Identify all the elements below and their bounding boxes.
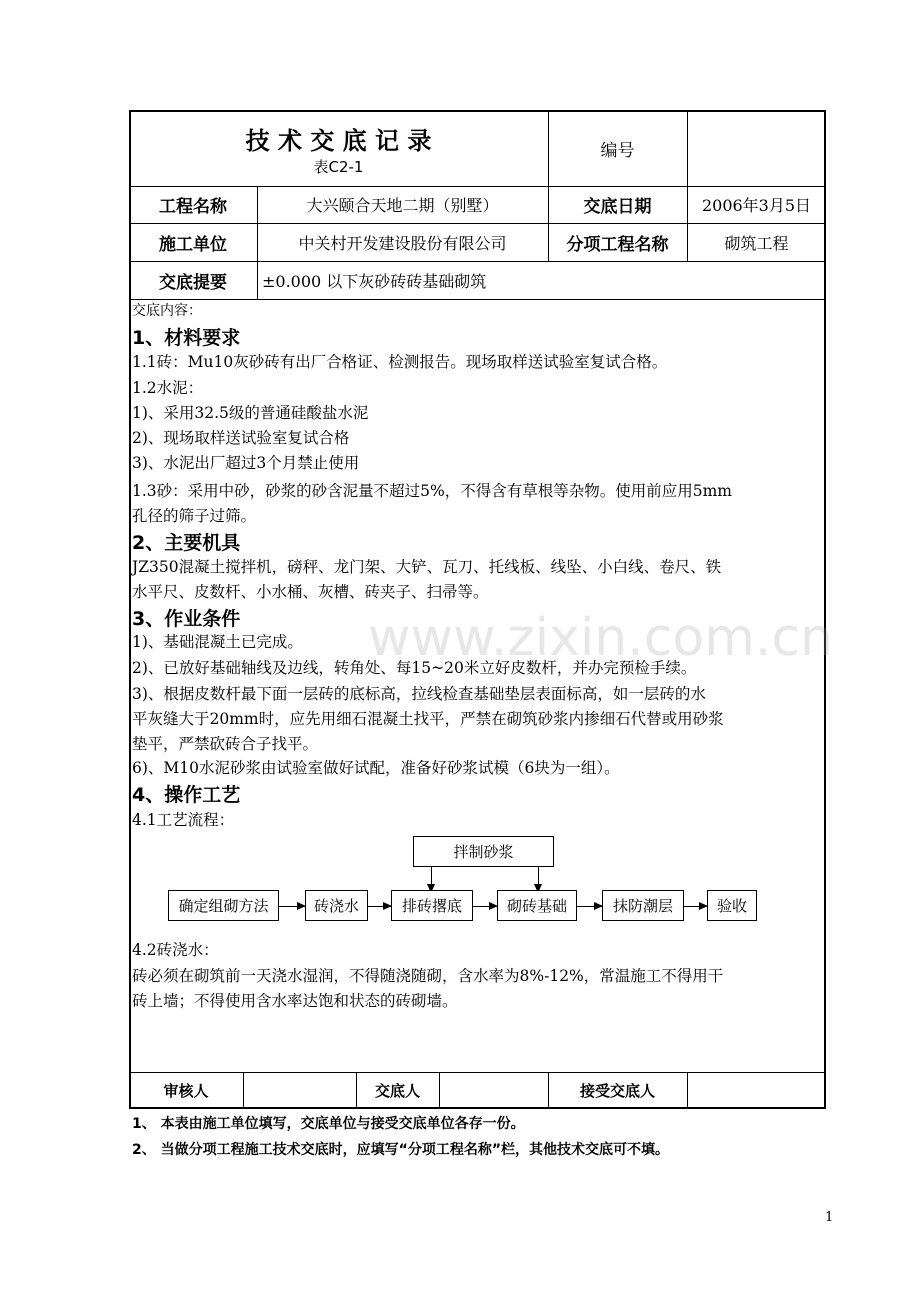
text-line: 平灰缝大于20mm时，应先用细石混凝土找平，严禁在砌筑砂浆内掺细石代替或用砂浆 [132, 710, 724, 728]
receiver-field[interactable] [687, 1072, 826, 1109]
receiver-label: 接受交底人 [579, 1082, 655, 1100]
rule-row3 [129, 299, 826, 300]
section-conditions-title: 3、作业条件 [132, 608, 241, 630]
text-line: 水平尺、皮数杆、小水桶、灰槽、砖夹子、扫帚等。 [132, 583, 489, 601]
summary-label: 交底提要 [159, 272, 227, 293]
subitem-value[interactable]: 砌筑工程 [724, 233, 789, 253]
flow-step-layout-method: 确定组砌方法 [168, 890, 279, 921]
flow-arrow-right [368, 906, 391, 907]
section-process-title: 4、操作工艺 [132, 784, 241, 806]
contractor-value[interactable]: 中关村开发建设股份有限公司 [298, 233, 507, 253]
text-line: 4.1工艺流程： [132, 811, 235, 829]
form-number: 表C2-1 [313, 157, 364, 176]
serial-value[interactable] [687, 110, 826, 186]
text-line: 4.2砖浇水： [132, 941, 219, 959]
project-name-value[interactable]: 大兴颐合天地二期（别墅） [306, 196, 499, 215]
text-line: 垫平，严禁砍砖合子找平。 [132, 735, 319, 753]
text-line: 砖必须在砌筑前一天浇水湿润，不得随浇随砌，含水率为8%-12%，常温施工不得用干 [132, 967, 724, 985]
text-line: 1.1砖：Mu10灰砂砖有出厂合格证、检测报告。现场取样送试验室复试合格。 [132, 353, 668, 371]
footnote-1: 1、 本表由施工单位填写，交底单位与接受交底单位各存一份。 [132, 1116, 525, 1132]
content-intro: 交底内容： [132, 303, 202, 319]
presenter-label: 交底人 [374, 1082, 420, 1100]
presenter-field[interactable] [439, 1072, 548, 1109]
footnote-2: 2、 当做分项工程施工技术交底时，应填写“分项工程名称”栏，其他技术交底可不填。 [132, 1142, 670, 1158]
flow-step-mix-mortar: 拌制砂浆 [413, 836, 554, 867]
section-tools-title: 2、主要机具 [132, 532, 241, 554]
summary-value[interactable]: ±0.000 以下灰砂砖砖基础砌筑 [262, 271, 487, 291]
text-line: 2)、现场取样送试验室复试合格 [132, 429, 350, 447]
text-line: 3)、根据皮数杆最下面一层砖的底标高，拉线检查基础垫层表面标高，如一层砖的水 [132, 685, 706, 703]
project-name-label: 工程名称 [159, 197, 227, 217]
reviewer-field[interactable] [243, 1072, 356, 1109]
date-label: 交底日期 [583, 197, 652, 217]
flow-arrow-right [577, 906, 602, 907]
flow-arrow-right [279, 906, 305, 907]
flow-step-acceptance: 验收 [707, 890, 757, 921]
contractor-label: 施工单位 [159, 234, 227, 255]
document-title: 技 术 交 底 记 录 [245, 126, 432, 155]
flow-arrow-right [684, 906, 707, 907]
reviewer-label: 审核人 [163, 1082, 209, 1100]
subitem-label: 分项工程名称 [566, 234, 669, 255]
text-line: 2)、已放好基础轴线及边线，转角处、每15~20米立好皮数杆，并办完预检手续。 [132, 659, 697, 677]
text-line: 1)、采用32.5级的普通硅酸盐水泥 [132, 404, 369, 422]
text-line: 1)、基础混凝土已完成。 [132, 633, 303, 651]
watermark: www.zixin.com.cn [368, 608, 833, 668]
text-line: 1.2水泥： [132, 379, 204, 397]
text-line: 砖上墙；不得使用含水率达饱和状态的砖砌墙。 [132, 992, 458, 1010]
flow-arrow-right [473, 906, 497, 907]
flow-arrow-down [538, 867, 539, 892]
flow-step-damp-proof: 抹防潮层 [602, 890, 684, 921]
page-number: 1 [825, 1210, 834, 1225]
text-line: JZ350混凝土搅拌机，磅秤、龙门架、大铲、瓦刀、托线板、线坠、小白线、卷尺、铁 [132, 558, 722, 576]
text-line: 3)、水泥出厂超过3个月禁止使用 [132, 454, 360, 472]
flow-step-brick-foundation: 砌砖基础 [497, 890, 577, 921]
section-materials-title: 1、材料要求 [132, 327, 241, 349]
date-value[interactable]: 2006年3月5日 [701, 196, 812, 215]
flow-step-water-bricks: 砖浇水 [305, 890, 368, 921]
text-line: 1.3砂：采用中砂，砂浆的砂含泥量不超过5%，不得含有草根等杂物。使用前应用5mm [132, 482, 732, 500]
flow-arrow-down [431, 867, 432, 892]
text-line: 6)、M10水泥砂浆由试验室做好试配，准备好砂浆试模（6块为一组）。 [132, 759, 620, 777]
serial-label: 编号 [600, 140, 635, 161]
text-line: 孔径的筛子过筛。 [132, 507, 257, 525]
flow-step-lay-first-course: 排砖撂底 [391, 890, 473, 921]
